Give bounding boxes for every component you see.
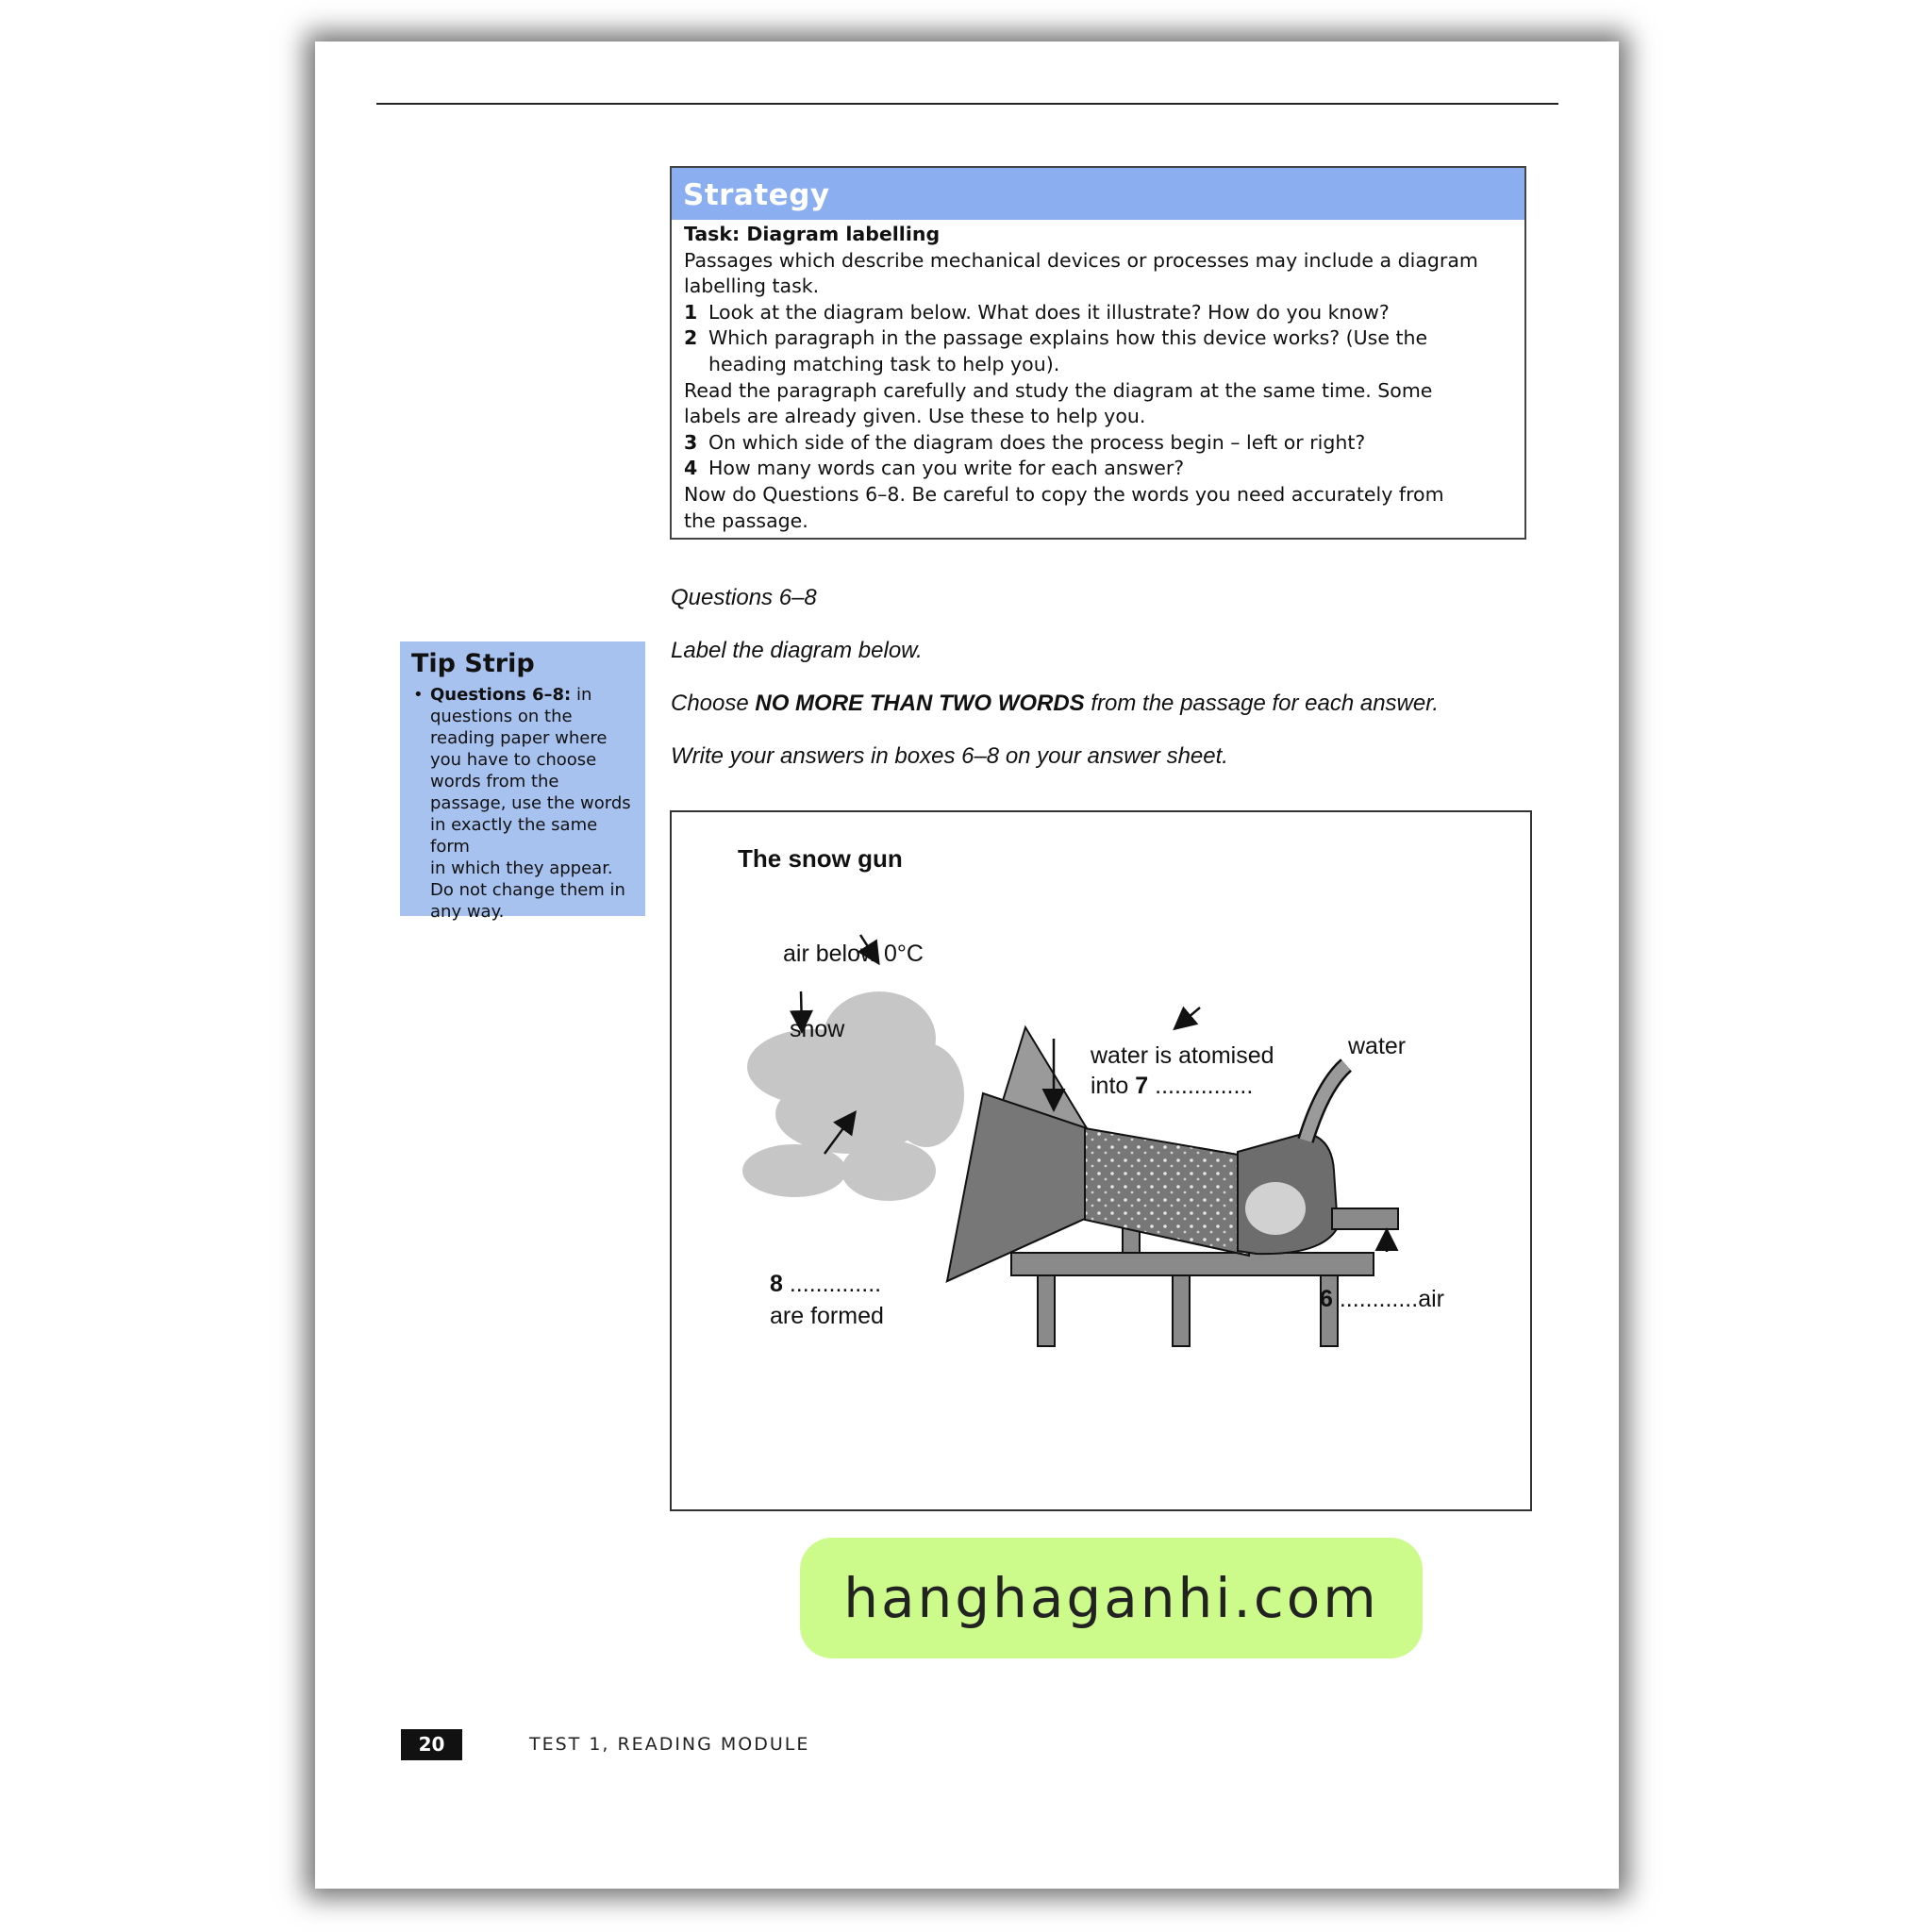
strategy-outro-a: Now do Questions 6–8. Be careful to copy the words you need accurately from	[684, 482, 1444, 506]
instruction-choose	[671, 691, 1439, 717]
step-text: Look at the diagram below. What does it illustrate? How do you know?	[708, 300, 1390, 324]
tip-line-2: questions on the	[430, 707, 573, 726]
step-text: On which side of the diagram does the process begin – left or right?	[708, 430, 1366, 454]
strategy-step-3	[684, 430, 1511, 457]
tip-line-7: in exactly the same form	[430, 815, 598, 857]
tip-item	[411, 684, 634, 923]
snow-cloud	[742, 991, 964, 1201]
label-water-atomised: water is atomised	[1091, 1042, 1274, 1069]
diagram-title: The snow gun	[738, 844, 903, 873]
watermark-badge: hanghaganhi.com	[800, 1538, 1423, 1658]
bullet-icon: •	[413, 685, 424, 705]
strategy-step-4	[684, 456, 1511, 482]
strategy-task: Task: Diagram labelling	[684, 223, 941, 245]
tip-line-8: in which they appear.	[430, 858, 613, 878]
strategy-intro: Passages which describe mechanical devices or processes may include a diagram labelling task.	[684, 248, 1478, 298]
step-text: How many words can you write for each answer?	[708, 457, 1185, 480]
label-question-6	[1320, 1286, 1444, 1313]
question-7-number: 7	[1135, 1073, 1149, 1099]
tip-strip	[400, 641, 645, 922]
instruction-choose-post: from the passage for each answer.	[1084, 691, 1440, 716]
tip-line-5: words from the	[430, 772, 559, 791]
step-number: 1	[684, 300, 698, 324]
instruction-choose-pre: Choose	[671, 691, 756, 716]
strategy-step-1	[684, 300, 1511, 326]
snow-gun-diagram	[670, 810, 1532, 1511]
question-8-number: 8	[770, 1271, 783, 1297]
strategy-box	[670, 166, 1526, 540]
label-into: into	[1091, 1073, 1136, 1099]
tip-line-6: passage, use the words	[430, 793, 631, 813]
label-snow: snow	[790, 1016, 845, 1042]
instruction-label: Label the diagram below.	[671, 638, 923, 663]
strategy-outro-b: the passage.	[684, 508, 808, 532]
tip-line-10: any way.	[430, 902, 505, 922]
label-question-8	[770, 1271, 881, 1298]
label-air-below-zero: air below 0°C	[783, 941, 924, 967]
strategy-body	[672, 220, 1524, 534]
instruction-word-limit: NO MORE THAN TWO WORDS	[755, 691, 1085, 716]
strategy-mid-a: Read the paragraph carefully and study the diagram at the same time. Some	[684, 378, 1433, 402]
question-6-number: 6	[1320, 1286, 1333, 1312]
tip-strip-title: Tip Strip	[411, 649, 535, 678]
top-rule	[376, 103, 1558, 105]
label-question-7	[1091, 1073, 1253, 1100]
gun-barrel	[1085, 1128, 1249, 1256]
step-number: 2	[684, 326, 698, 350]
tip-line-4: you have to choose	[430, 750, 597, 770]
strategy-mid-b: labels are already given. Use these to help you.	[684, 405, 1146, 428]
tip-question-ref: Questions 6–8:	[430, 685, 572, 705]
tip-line-9: Do not change them in	[430, 880, 625, 900]
air-pipe	[1332, 1208, 1398, 1229]
tip-text: in	[575, 685, 592, 705]
instruction-write: Write your answers in boxes 6–8 on your answer sheet.	[671, 743, 1228, 769]
step-number: 3	[684, 430, 698, 454]
question-6-blank: ............air	[1332, 1286, 1444, 1312]
questions-heading: Questions 6–8	[671, 585, 817, 610]
label-are-formed: are formed	[770, 1303, 884, 1329]
step-text: Which paragraph in the passage explains how this device works? (Use the	[708, 326, 1428, 350]
step-number: 4	[684, 457, 698, 480]
water-arrow	[1176, 1008, 1200, 1027]
tip-line-1	[430, 684, 634, 706]
strategy-step-2	[684, 325, 1511, 352]
page-number: 20	[401, 1729, 462, 1760]
question-8-blank: ..............	[782, 1271, 882, 1297]
tip-line-3: reading paper where	[430, 728, 608, 748]
label-water: water	[1348, 1033, 1407, 1059]
strategy-title: Strategy	[672, 168, 1524, 220]
strategy-step-2-cont: heading matching task to help you).	[708, 352, 1060, 375]
snow-gun-illustration	[672, 812, 1530, 1509]
footer-section: TEST 1, READING MODULE	[529, 1734, 810, 1755]
question-7-blank: ...............	[1148, 1073, 1254, 1099]
